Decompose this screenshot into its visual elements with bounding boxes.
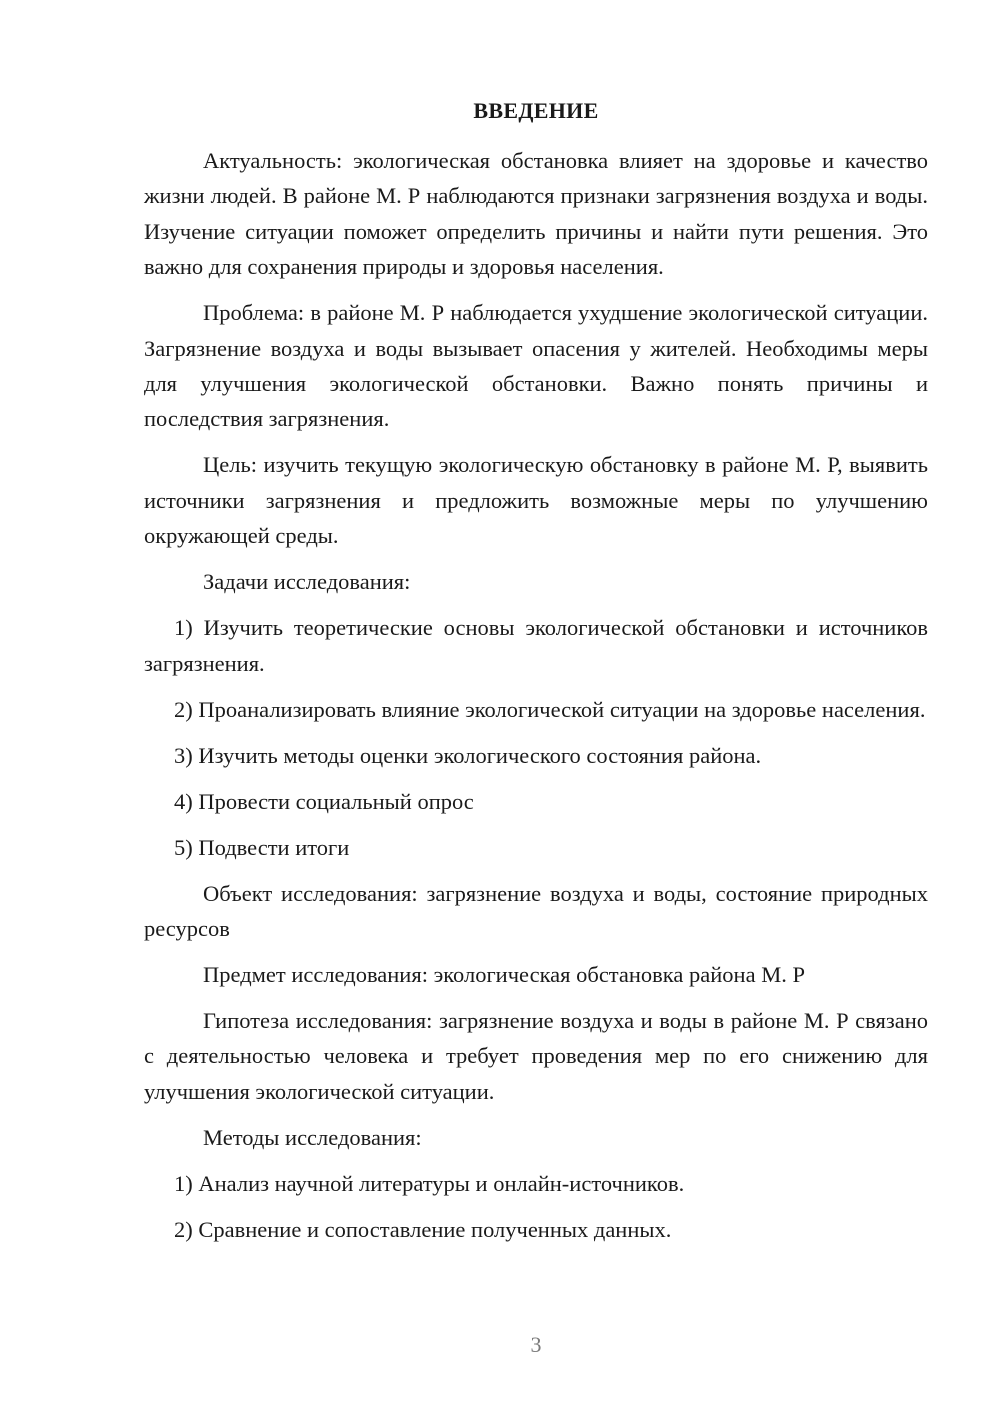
paragraph-object: Объект исследования: загрязнение воздуха и воды, состояние природных ресурсов xyxy=(144,880,928,942)
tasks-heading: Задачи исследования: xyxy=(203,569,411,595)
document-page xyxy=(144,0,928,1414)
list-item: 2) Сравнение и сопоставление полученных данных. xyxy=(174,1216,672,1242)
paragraph-subject: Предмет исследования: экологическая обстановка района М. Р xyxy=(203,962,805,988)
page-title: ВВЕДЕНИЕ xyxy=(473,98,599,123)
paragraph-relevance: Актуальность: экологическая обстановка влияет на здоровье и качество жизни людей. В районе М. Р наблюдаются признаки загрязнения воздуха и воды. Изучение ситуации поможет определить причины и найти пути решения. Это важно для сохранения природы и здоровья населения. xyxy=(144,148,928,280)
list-item: 2) Проанализировать влияние экологической ситуации на здоровье населения. xyxy=(174,696,926,722)
list-item: 1) Изучить теоретические основы экологической обстановки и источников загрязнения. xyxy=(144,615,928,676)
page-number: 3 xyxy=(530,1332,542,1357)
methods-heading: Методы исследования: xyxy=(203,1124,422,1150)
body-text xyxy=(144,143,928,1247)
list-item: 1) Анализ научной литературы и онлайн-источников. xyxy=(174,1170,685,1196)
list-item: 5) Подвести итоги xyxy=(174,834,350,860)
paragraph-goal: Цель: изучить текущую экологическую обстановку в районе М. Р, выявить источники загрязнения и предложить возможные меры по улучшению окружающей среды. xyxy=(144,452,928,549)
paragraph-hypothesis: Гипотеза исследования: загрязнение воздуха и воды в районе М. Р связано с деятельностью человека и требует проведения мер по его снижению для улучшения экологической ситуации. xyxy=(144,1008,928,1104)
paragraph-problem: Проблема: в районе М. Р наблюдается ухудшение экологической ситуации. Загрязнение воздуха и воды вызывает опасения у жителей. Необходимы меры для улучшения экологической обстановки. Важно понять причины и последствия загрязнения. xyxy=(144,300,928,432)
list-item: 4) Провести социальный опрос xyxy=(174,788,474,814)
list-item: 3) Изучить методы оценки экологического состояния района. xyxy=(174,742,762,768)
